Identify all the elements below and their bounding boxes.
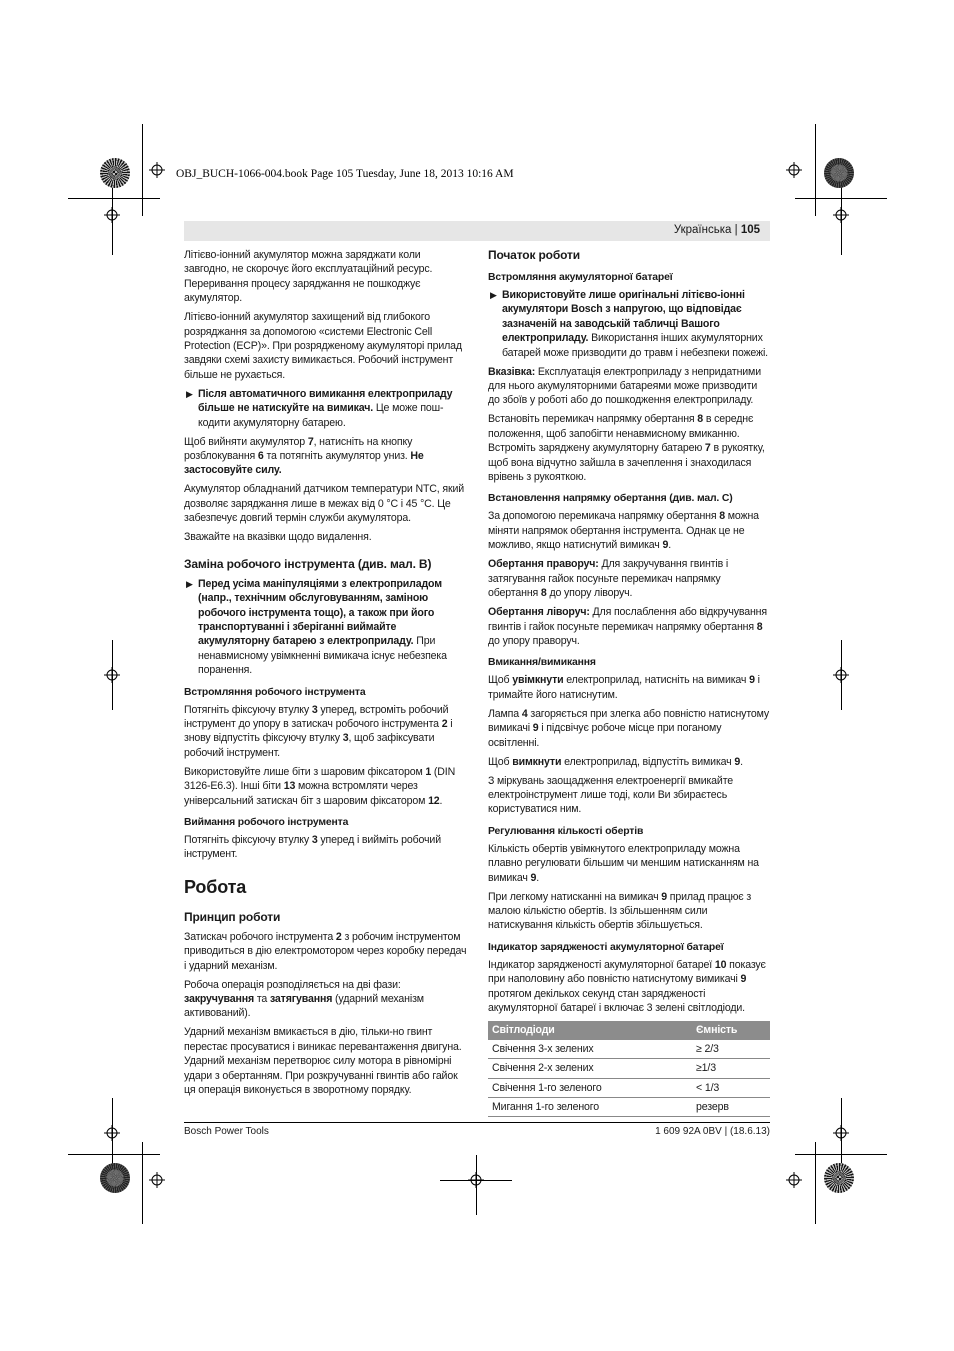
table-cell: Свічення 3-х зелених: [488, 1040, 692, 1059]
table-row: [488, 1078, 770, 1097]
table-cell: Свічення 1-го зеленого: [488, 1078, 692, 1097]
column-header: Ємність: [692, 1021, 770, 1039]
table-cell: резерв: [692, 1098, 770, 1117]
page-number: 105: [740, 224, 760, 236]
paragraph: Потягніть фіксуючу втулку 3 уперед, встроміть робочий інструмент до упору в затискач робочого інструмента 2 і знову відпустіть фіксуючу втулку 3, щоб зафіксувати робочий інструмент.: [184, 703, 453, 759]
subsection-heading: Регулювання кількості обертів: [488, 825, 644, 837]
column-header: Світлодіоди: [488, 1021, 692, 1039]
paragraph: Щоб вимкнути електроприлад, відпустіть вимикач 9.: [488, 755, 743, 768]
section-heading: Принцип роботи: [184, 909, 281, 924]
running-header: [184, 221, 770, 241]
table-row: [488, 1098, 770, 1117]
paragraph: Обертання праворуч: Для закручування гвинтів і затягування гайок посуньте перемикач напрямку обертання 8 до упору ліворуч.: [488, 558, 729, 600]
paragraph: Потягніть фіксуючу втулку 3 уперед і вийміть робочий інструмент.: [184, 833, 441, 861]
section-heading: Початок роботи: [488, 248, 580, 262]
footer-brand: Bosch Power Tools: [184, 1126, 269, 1137]
paragraph: Щоб вийняти акумулятор 7, натисніть на кнопку розблокування 6 та потягніть акумулятор униз. Не застосовуйте силу.: [184, 435, 424, 477]
arrow-icon: ▶: [490, 290, 497, 300]
crosshair-icon: [104, 1125, 120, 1141]
registration-target-bottom-left: [100, 1163, 130, 1193]
paragraph: Зважайте на вказівки щодо видалення.: [184, 531, 372, 544]
table-cell: Свічення 2-х зелених: [488, 1059, 692, 1078]
paragraph: Використовуйте лише біти з шаровим фіксатором 1 (DIN 3126-E6.3). Інші біти 13 можна встромляти через універсальний затискач біт з шаровим фіксатором 12.: [184, 765, 456, 807]
paragraph: Встановіть перемикач напрямку обертання 8 в середнє положення, щоб запобігти ненавмисному вмиканню. Встроміть заряджену акумуляторну батарею 7 в рукоятку, щоб вона відчутно зайшла в зачеплення і знаходилася врівень з рукояткою.: [488, 413, 765, 484]
print-slug: OBJ_BUCH-1066-004.book Page 105 Tuesday, June 18, 2013 10:16 AM: [176, 168, 514, 180]
table-cell: Мигання 1-го зеленого: [488, 1098, 692, 1117]
table-row: [488, 1040, 770, 1059]
chapter-title: Робота: [184, 876, 247, 897]
paragraph: При легкому натисканні на вимикач 9 прилад працює з малою кількістю обертів. Із збільшенням сили натискування кількість обертів збільшується.: [488, 890, 752, 932]
crosshair-icon: [833, 207, 849, 223]
paragraph: Затискач робочого інструмента 2 з робочим інструментом приводиться в дію електромотором через коробку передач і ударний механізм.: [184, 930, 467, 972]
crosshair-icon: [149, 1172, 165, 1188]
crosshair-icon: [786, 162, 802, 178]
crosshair-icon: [468, 1172, 484, 1188]
paragraph: Щоб увімкнути електроприлад, натисніть на вимикач 9 і тримайте його натиснутим.: [488, 674, 760, 701]
registration-target-top-right: [824, 158, 854, 188]
crosshair-icon: [786, 1172, 802, 1188]
subsection-heading: Встромляння акумуляторної батареї: [488, 272, 673, 283]
paragraph: За допомогою перемикача напрямку обертання 8 можна міняти напрямок обертання інструмента. Однак це не можливо, якщо натиснутий вимикач 9.: [488, 510, 759, 552]
paragraph: Літієво-іонний акумулятор захищений від глибокого розряджання за допомогою «системи Electronic Cell Protection (ECP)». При розрядженому акумуляторі прилад завдяки схемі захисту вимикається. Робочий інструмент більше не рухається.: [184, 311, 462, 381]
footer-divider: [184, 1122, 770, 1123]
subsection-heading: Встановлення напрямку обертання (див. мал. C): [488, 493, 733, 505]
arrow-icon: ▶: [186, 578, 193, 589]
paragraph: Робоча операція розподіляється на дві фази: закручування та затягування (ударний механізм активований).: [184, 978, 424, 1020]
warning-bullet: ▶ Використовуйте лише оригінальні літієво-іонні акумулятори Bosch з напругою, що відповідає зазначеній на заводській табличці Вашого електроприладу. Використання інших акумуляторних батарей може призводити до травм і небезпеки пожежі.: [490, 289, 768, 359]
crosshair-icon: [833, 667, 849, 683]
header-language: Українська: [673, 224, 732, 236]
paragraph: Індикатор зарядженості акумуляторної батареї 10 показує при наполовину або повністю натиснутому вимикачі 9 протягом декількох секунд стан зарядженості акумуляторної батареї і включає 3 зелені світлодіоди.: [488, 958, 766, 1014]
paragraph: Обертання ліворуч: Для послаблення або відкручування гвинтів і гайок посуньте перемикач напрямку обертання 8 до упору праворуч.: [488, 606, 767, 647]
crosshair-icon: [104, 667, 120, 683]
header-separator: |: [734, 224, 738, 236]
paragraph: З міркувань заощадження електроенергії вмикайте електроінструмент лише тоді, коли Ви збираєтесь користуватися ним.: [488, 774, 734, 816]
arrow-icon: ▶: [186, 388, 193, 399]
subsection-heading: Виймання робочого інструмента: [184, 816, 349, 828]
paragraph: Акумулятор обладнаний датчиком температури NTC, який дозволяє заряджання лише в межах від 0 °C і 45 °C. Це забезпечує довгий термін служби акумулятора.: [184, 483, 465, 525]
left-column: [184, 248, 467, 1102]
crosshair-icon: [149, 162, 165, 178]
subsection-heading: Індикатор зарядженості акумуляторної батареї: [488, 941, 724, 953]
subsection-heading: Вмикання/вимикання: [488, 657, 596, 669]
warning-bullet: ▶ Перед усіма маніпуляціями з електроприладом (напр., технічним обслуговуванням, заміною робочого інструмента тощо), а також при його транспортуванні і зберіганні виймайте акумуляторну батарею з електроприладу. При ненавмисному увімкненні вимикача існує небезпека поранення.: [186, 577, 447, 677]
paragraph: Лампа 4 загоряється при злегка або повністю натиснутому вимикачі 9 і підсвічує робоче місце при поганому освітленні.: [488, 707, 770, 749]
table-cell: < 1/3: [692, 1078, 770, 1097]
table-cell: ≥ 2/3: [692, 1040, 770, 1059]
table-cell: ≥1/3: [692, 1059, 770, 1078]
table-header-row: [488, 1021, 770, 1039]
paragraph: Ударний механізм вмикається в дію, тільки-но гвинт перестає просуватися і виникає перевантаження двигуна. Ударний механізм перетворює силу мотора в рівномірні удари з обертанням. При розкручуванні гвинтів або гайок ця операція виконується в зворотному порядку.: [184, 1026, 462, 1097]
warning-bullet: ▶ Після автоматичного вимикання електроприладу більше не натискуйте на вимикач. Це може пош-кодити акумуляторну батарею.: [186, 387, 453, 429]
paragraph: Вказівка: Експлуатація електроприладу з непридатними для нього акумуляторними батареями може призводити до збоїв у роботі або до пошкодження електроприладу.: [488, 365, 761, 407]
footer-doc-number: 1 609 92A 0BV | (18.6.13): [655, 1126, 770, 1137]
registration-starburst-bottom-right: [824, 1163, 854, 1193]
registration-starburst-top-left: [100, 158, 130, 188]
battery-indicator-table: [488, 1021, 770, 1117]
crosshair-icon: [833, 1125, 849, 1141]
right-column: [488, 248, 771, 1117]
subsection-heading: Встромляння робочого інструмента: [184, 686, 366, 698]
paragraph: Літієво-іонний акумулятор можна заряджати коли завгодно, не скорочує його експлуатаційний ресурс. Переривання процесу заряджання не пошкоджує акумулятор.: [184, 249, 433, 305]
table-row: [488, 1059, 770, 1078]
paragraph: Кількість обертів увімкнутого електроприладу можна плавно регулювати більшим чи меншим натисканням на вимикач 9.: [488, 842, 759, 884]
crosshair-icon: [104, 207, 120, 223]
section-heading: Заміна робочого інструмента (див. мал. B): [184, 556, 432, 571]
